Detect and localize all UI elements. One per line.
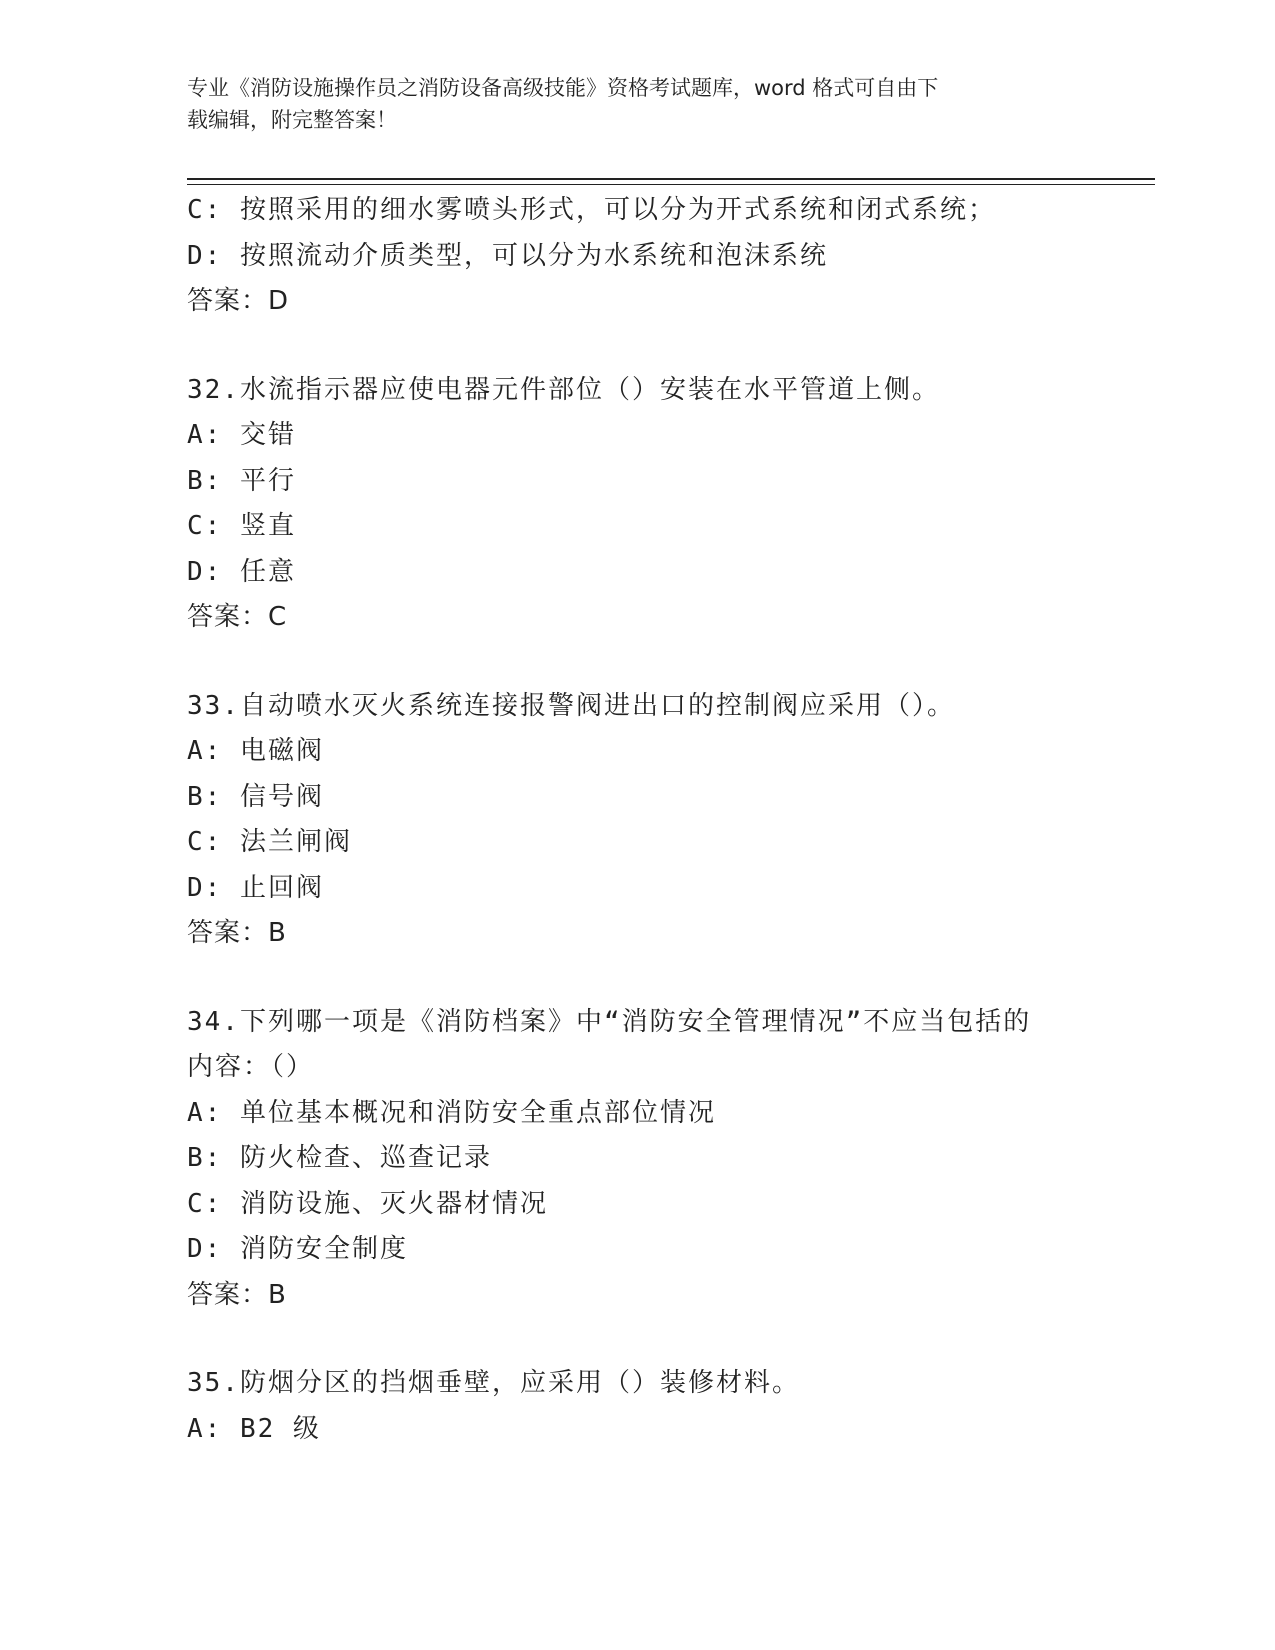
option-c: C: 按照采用的细水雾喷头形式，可以分为开式系统和闭式系统； — [187, 195, 996, 225]
header-line-2: 载编辑，附完整答案！ — [187, 108, 397, 132]
question-stem: 35.防烟分区的挡烟垂壁，应采用（）装修材料。 — [187, 1368, 800, 1398]
option-b: B: 平行 — [187, 465, 296, 496]
option-a: A: 交错 — [187, 420, 296, 450]
header-divider-thick — [187, 178, 1155, 180]
question-34 — [187, 1000, 1087, 1319]
question-stem: 34.下列哪一项是《消防档案》中“消防安全管理情况”不应当包括的 — [187, 1006, 1032, 1037]
question-33 — [187, 684, 1087, 957]
answer-line: 答案：B — [187, 918, 287, 948]
answer-line: 答案：D — [187, 286, 290, 316]
answer-line: 答案：C — [187, 602, 288, 632]
question-stem-continued: 内容：（） — [187, 1052, 315, 1082]
answer-line: 答案：B — [187, 1279, 287, 1310]
option-c: C: 竖直 — [187, 511, 296, 541]
continued-question — [187, 188, 1087, 325]
question-35 — [187, 1361, 1087, 1452]
question-32 — [187, 368, 1087, 641]
option-a: A: 电磁阀 — [187, 736, 324, 766]
option-c: C: 消防设施、灭火器材情况 — [187, 1188, 548, 1219]
header-divider-thin — [187, 184, 1155, 185]
question-stem: 33.自动喷水灭火系统连接报警阀进出口的控制阀应采用（）。 — [187, 690, 955, 721]
question-content — [187, 188, 1087, 1452]
option-c: C: 法兰闸阀 — [187, 827, 352, 857]
option-b: B: 信号阀 — [187, 781, 324, 812]
option-d: D: 消防安全制度 — [187, 1234, 408, 1264]
option-a: A: B2 级 — [187, 1413, 321, 1444]
document-header — [187, 72, 1067, 136]
option-d: D: 任意 — [187, 556, 296, 587]
option-b: B: 防火检查、巡查记录 — [187, 1143, 492, 1173]
option-a: A: 单位基本概况和消防安全重点部位情况 — [187, 1097, 716, 1128]
option-d: D: 止回阀 — [187, 872, 324, 903]
question-stem: 32.水流指示器应使电器元件部位（）安装在水平管道上侧。 — [187, 374, 940, 405]
option-d: D: 按照流动介质类型，可以分为水系统和泡沫系统 — [187, 240, 828, 271]
header-line-1: 专业《消防设施操作员之消防设备高级技能》资格考试题库，word 格式可自由下 — [187, 76, 939, 100]
